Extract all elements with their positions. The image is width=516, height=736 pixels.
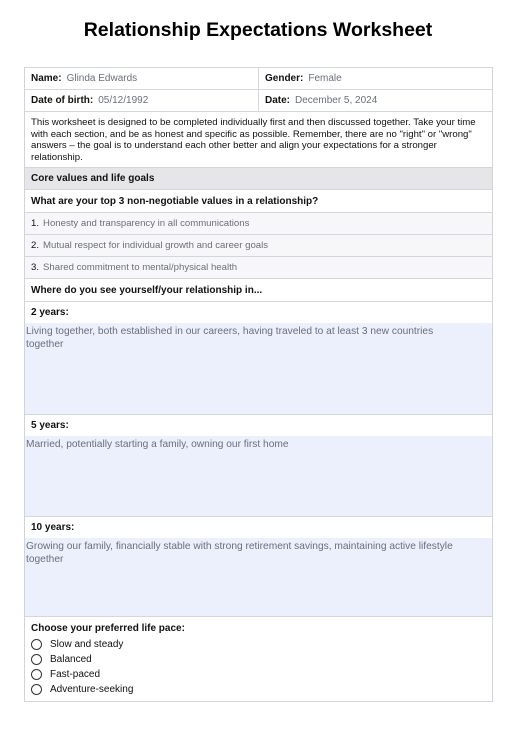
- pace-option-fast[interactable]: [31, 667, 486, 682]
- dob-label: Date of birth:: [31, 95, 94, 106]
- date-cell[interactable]: [258, 90, 492, 111]
- pace-option-label: Balanced: [50, 654, 92, 665]
- pace-option-label: Fast-paced: [50, 669, 101, 680]
- value-text[interactable]: Honesty and transparency in all communications: [43, 218, 250, 229]
- dob-cell[interactable]: [25, 90, 258, 111]
- value-number: 1.: [31, 218, 40, 229]
- page-title: Relationship Expectations Worksheet: [83, 19, 433, 41]
- value-text[interactable]: Shared commitment to mental/physical health: [43, 262, 238, 273]
- date-label: Date:: [265, 95, 291, 106]
- name-field[interactable]: Glinda Edwards: [66, 73, 138, 84]
- question-top-values: What are your top 3 non-negotiable values in a relationship?: [25, 189, 492, 212]
- worksheet-form: [24, 67, 493, 702]
- pace-option-balanced[interactable]: [31, 652, 486, 667]
- answer-5-years[interactable]: Married, potentially starting a family, owning our first home: [25, 436, 492, 516]
- info-row-name-gender: [25, 67, 492, 89]
- section-heading-core-values: Core values and life goals: [25, 167, 492, 189]
- info-row-dob-date: [25, 89, 492, 111]
- label-5-years: 5 years:: [25, 414, 492, 436]
- name-label: Name:: [31, 73, 62, 84]
- pace-option-label: Slow and steady: [50, 639, 124, 650]
- life-pace-group: [25, 616, 492, 701]
- label-2-years: 2 years:: [25, 301, 492, 323]
- pace-option-slow[interactable]: [31, 637, 486, 652]
- pace-option-adventure[interactable]: [31, 682, 486, 697]
- radio-button[interactable]: [31, 684, 42, 695]
- value-item-3[interactable]: [25, 256, 492, 278]
- value-item-2[interactable]: [25, 234, 492, 256]
- pace-option-label: Adventure-seeking: [50, 684, 134, 695]
- radio-button[interactable]: [31, 639, 42, 650]
- value-text[interactable]: Mutual respect for individual growth and career goals: [43, 240, 269, 251]
- date-field[interactable]: December 5, 2024: [295, 95, 378, 106]
- dob-field[interactable]: 05/12/1992: [98, 95, 149, 106]
- life-pace-title: Choose your preferred life pace:: [31, 623, 185, 634]
- value-item-1[interactable]: [25, 212, 492, 234]
- name-cell[interactable]: [25, 68, 258, 89]
- answer-2-years[interactable]: Living together, both established in our careers, having traveled to at least 3 new countries together: [25, 323, 492, 414]
- radio-button[interactable]: [31, 654, 42, 665]
- gender-cell[interactable]: [258, 68, 492, 89]
- gender-label: Gender:: [265, 73, 304, 84]
- value-number: 2.: [31, 240, 40, 251]
- value-number: 3.: [31, 262, 40, 273]
- intro-text: This worksheet is designed to be completed individually first and then discussed together. Take your time with each section, and be as honest and specific as possible. Remember, there are no "right" or "wrong" answers – the goal is to understand each other better and align your expectations for a stronger relationship.: [25, 111, 492, 167]
- label-10-years: 10 years:: [25, 516, 492, 538]
- form-bottom-border: [25, 701, 492, 702]
- gender-field[interactable]: Female: [308, 73, 342, 84]
- question-future: Where do you see yourself/your relationship in...: [25, 278, 492, 301]
- answer-10-years[interactable]: Growing our family, financially stable with strong retirement savings, maintaining active lifestyle together: [25, 538, 492, 616]
- radio-button[interactable]: [31, 669, 42, 680]
